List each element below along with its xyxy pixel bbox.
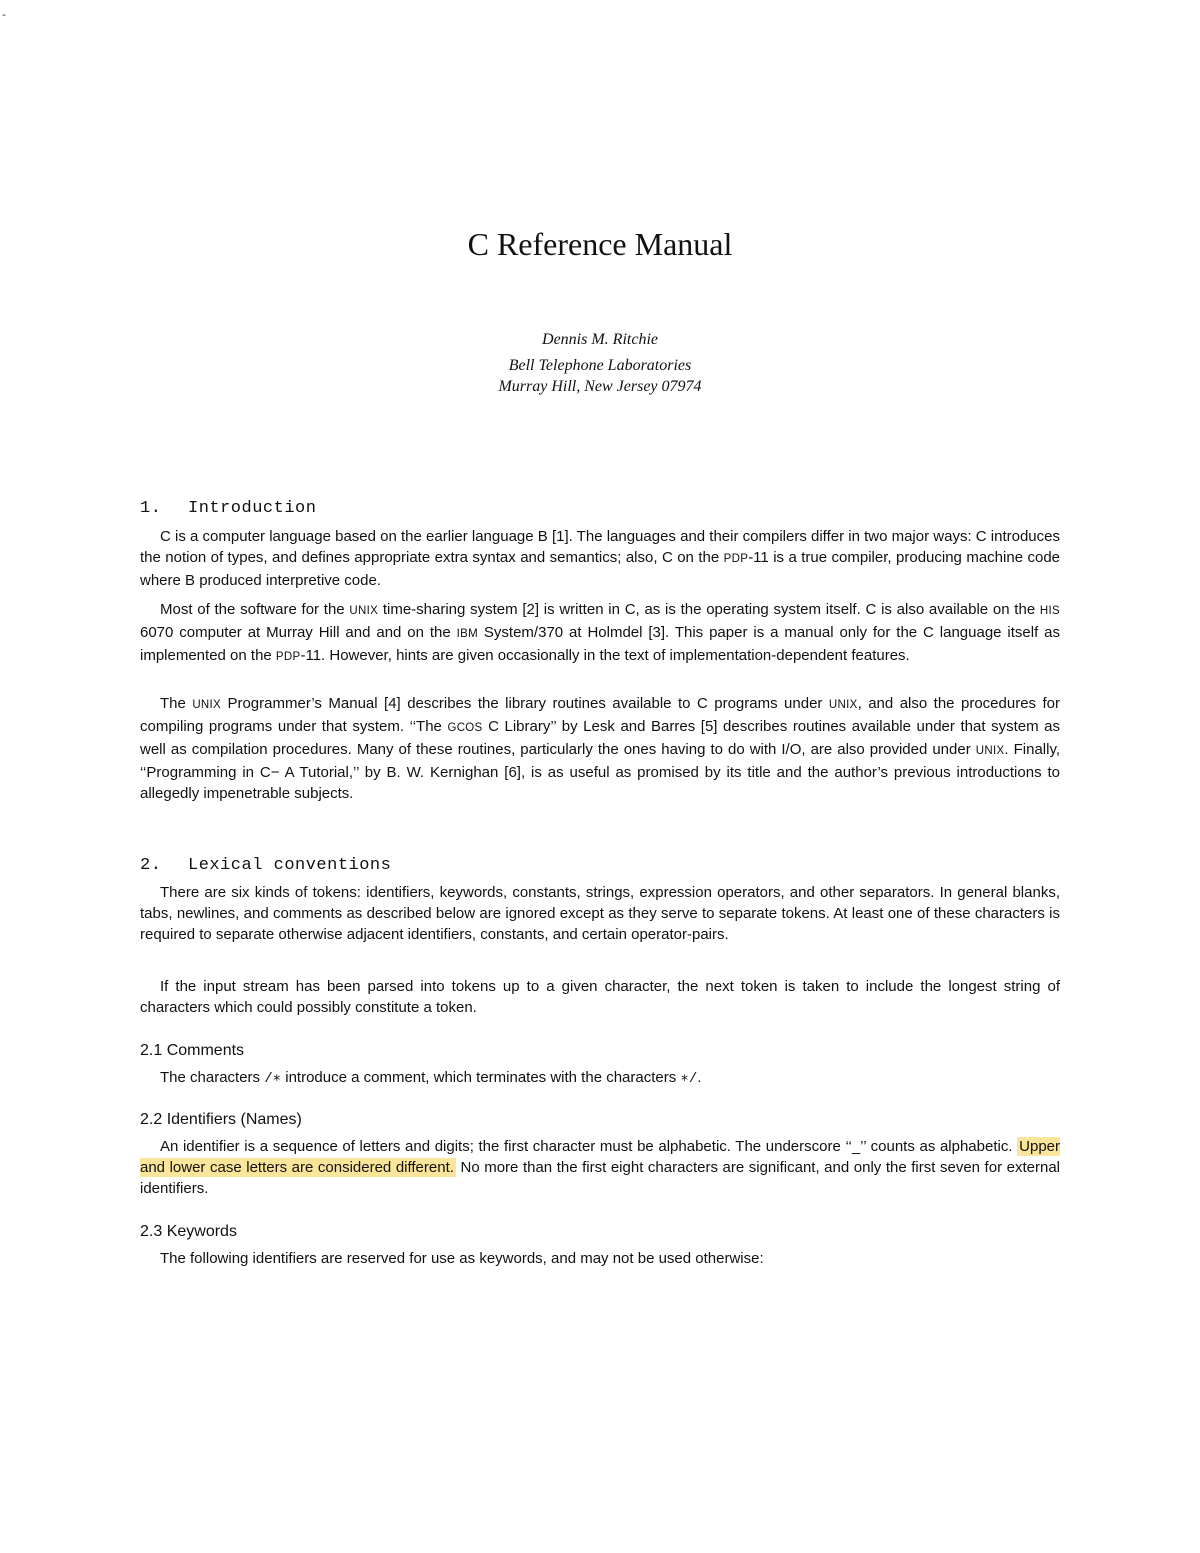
small-caps-term: UNIX <box>975 745 1005 757</box>
text-run: No more than the first eight characters are significant, and only the first seven for external identifiers. <box>140 1159 1060 1197</box>
section-2-number: 2. <box>140 856 162 875</box>
text-run: An identifier is a sequence of letters and digits; the first character must be alphabetic. The underscore ‘‘_’’ counts as alphabetic. <box>160 1138 1018 1155</box>
subsection-identifiers-heading: 2.2 Identifiers (Names) <box>140 1111 302 1128</box>
small-caps-term: PDP <box>275 651 301 663</box>
text-run: -11 is a true compiler, producing machine code where B produced interpretive code. <box>140 549 1060 589</box>
section-1-heading <box>140 499 316 519</box>
text-run: introduce a comment, which terminates with the characters <box>281 1069 681 1086</box>
text-run: , and also the procedures for compiling programs under that system. ‘‘The <box>140 695 1061 735</box>
highlighted-text[interactable]: Upper and lower case letters are considered different. <box>140 1138 1060 1176</box>
keywords-paragraph: The following identifiers are reserved for use as keywords, and may not be used otherwise: <box>160 1250 764 1267</box>
text-run: time-sharing system [2] is written in C, as is the operating system itself. C is also available on the <box>378 601 1040 618</box>
small-caps-term: UNIX <box>828 699 858 711</box>
comments-paragraph <box>140 1067 1060 1090</box>
author-address: Murray Hill, New Jersey 07974 <box>498 378 702 395</box>
intro-paragraph-3 <box>140 693 1060 804</box>
small-caps-term: PDP <box>723 553 749 565</box>
subsection-keywords-heading: 2.3 Keywords <box>140 1223 237 1240</box>
text-run: System/370 at Holmdel [3]. This paper is a manual only for the C language itself as implemented on the <box>140 624 1060 664</box>
comment-close-token: ∗/ <box>680 1071 698 1087</box>
author-affiliation: Bell Telephone Laboratories <box>508 357 692 374</box>
small-caps-term: IBM <box>456 628 479 640</box>
corner-mark: - <box>2 7 6 21</box>
section-2-heading <box>140 856 391 876</box>
section-2-title: Lexical conventions <box>188 856 392 875</box>
text-run: 6070 computer at Murray Hill and and on the <box>140 624 457 641</box>
text-run: Most of the software for the <box>160 601 350 618</box>
text-run: -11. However, hints are given occasionally in the text of implementation-dependent features. <box>300 647 910 664</box>
text-run: Programmer’s Manual [4] describes the library routines available to C programs under <box>221 695 829 712</box>
author-block <box>0 330 1200 398</box>
small-caps-term: UNIX <box>192 699 221 711</box>
small-caps-term: HIS <box>1039 605 1060 617</box>
lexical-paragraph-2: If the input stream has been parsed into tokens up to a given character, the next token is taken to include the longest string of characters which could possibly constitute a token. <box>140 978 1060 1016</box>
lexical-paragraph-1: There are six kinds of tokens: identifiers, keywords, constants, strings, expression operators, and other separators. In general blanks, tabs, newlines, and comments as described below are ignored except as they serve to separate tokens. At least one of these characters is required to separate otherwise adjacent identifiers, constants, and certain operator-pairs. <box>140 884 1060 943</box>
text-run: . Finally, ‘‘Programming in C− A Tutorial,’’ by B. W. Kernighan [6], is as useful as promised by its title and the author’s previous introductions to allegedly impenetrable subjects. <box>140 741 1061 802</box>
intro-paragraph-2 <box>140 599 1060 668</box>
section-1-number: 1. <box>140 499 162 518</box>
subsection-comments-heading: 2.1 Comments <box>140 1042 245 1059</box>
text-run: C Library’’ by Lesk and Barres [5] describes routines available under that system as well as compilation procedures. Many of these routines, particularly the ones having to do with I/O, are also provided under <box>140 718 1060 758</box>
text-run: . <box>697 1069 702 1086</box>
small-caps-term: GCOS <box>447 722 483 734</box>
comment-open-token: /∗ <box>264 1071 282 1087</box>
text-run: C is a computer language based on the earlier language B [1]. The languages and their compilers differ in two major ways: C introduces the notion of types, and defines appropriate extra syntax and semantics; also, C on the <box>140 528 1060 566</box>
section-1-title: Introduction <box>188 499 317 518</box>
identifiers-paragraph <box>140 1136 1060 1199</box>
page-title: C Reference Manual <box>467 226 733 262</box>
text-run: The characters <box>160 1069 265 1086</box>
text-run: The <box>160 695 193 712</box>
small-caps-term: UNIX <box>349 605 379 617</box>
author-name: Dennis M. Ritchie <box>542 331 658 348</box>
intro-paragraph-1 <box>140 526 1060 591</box>
